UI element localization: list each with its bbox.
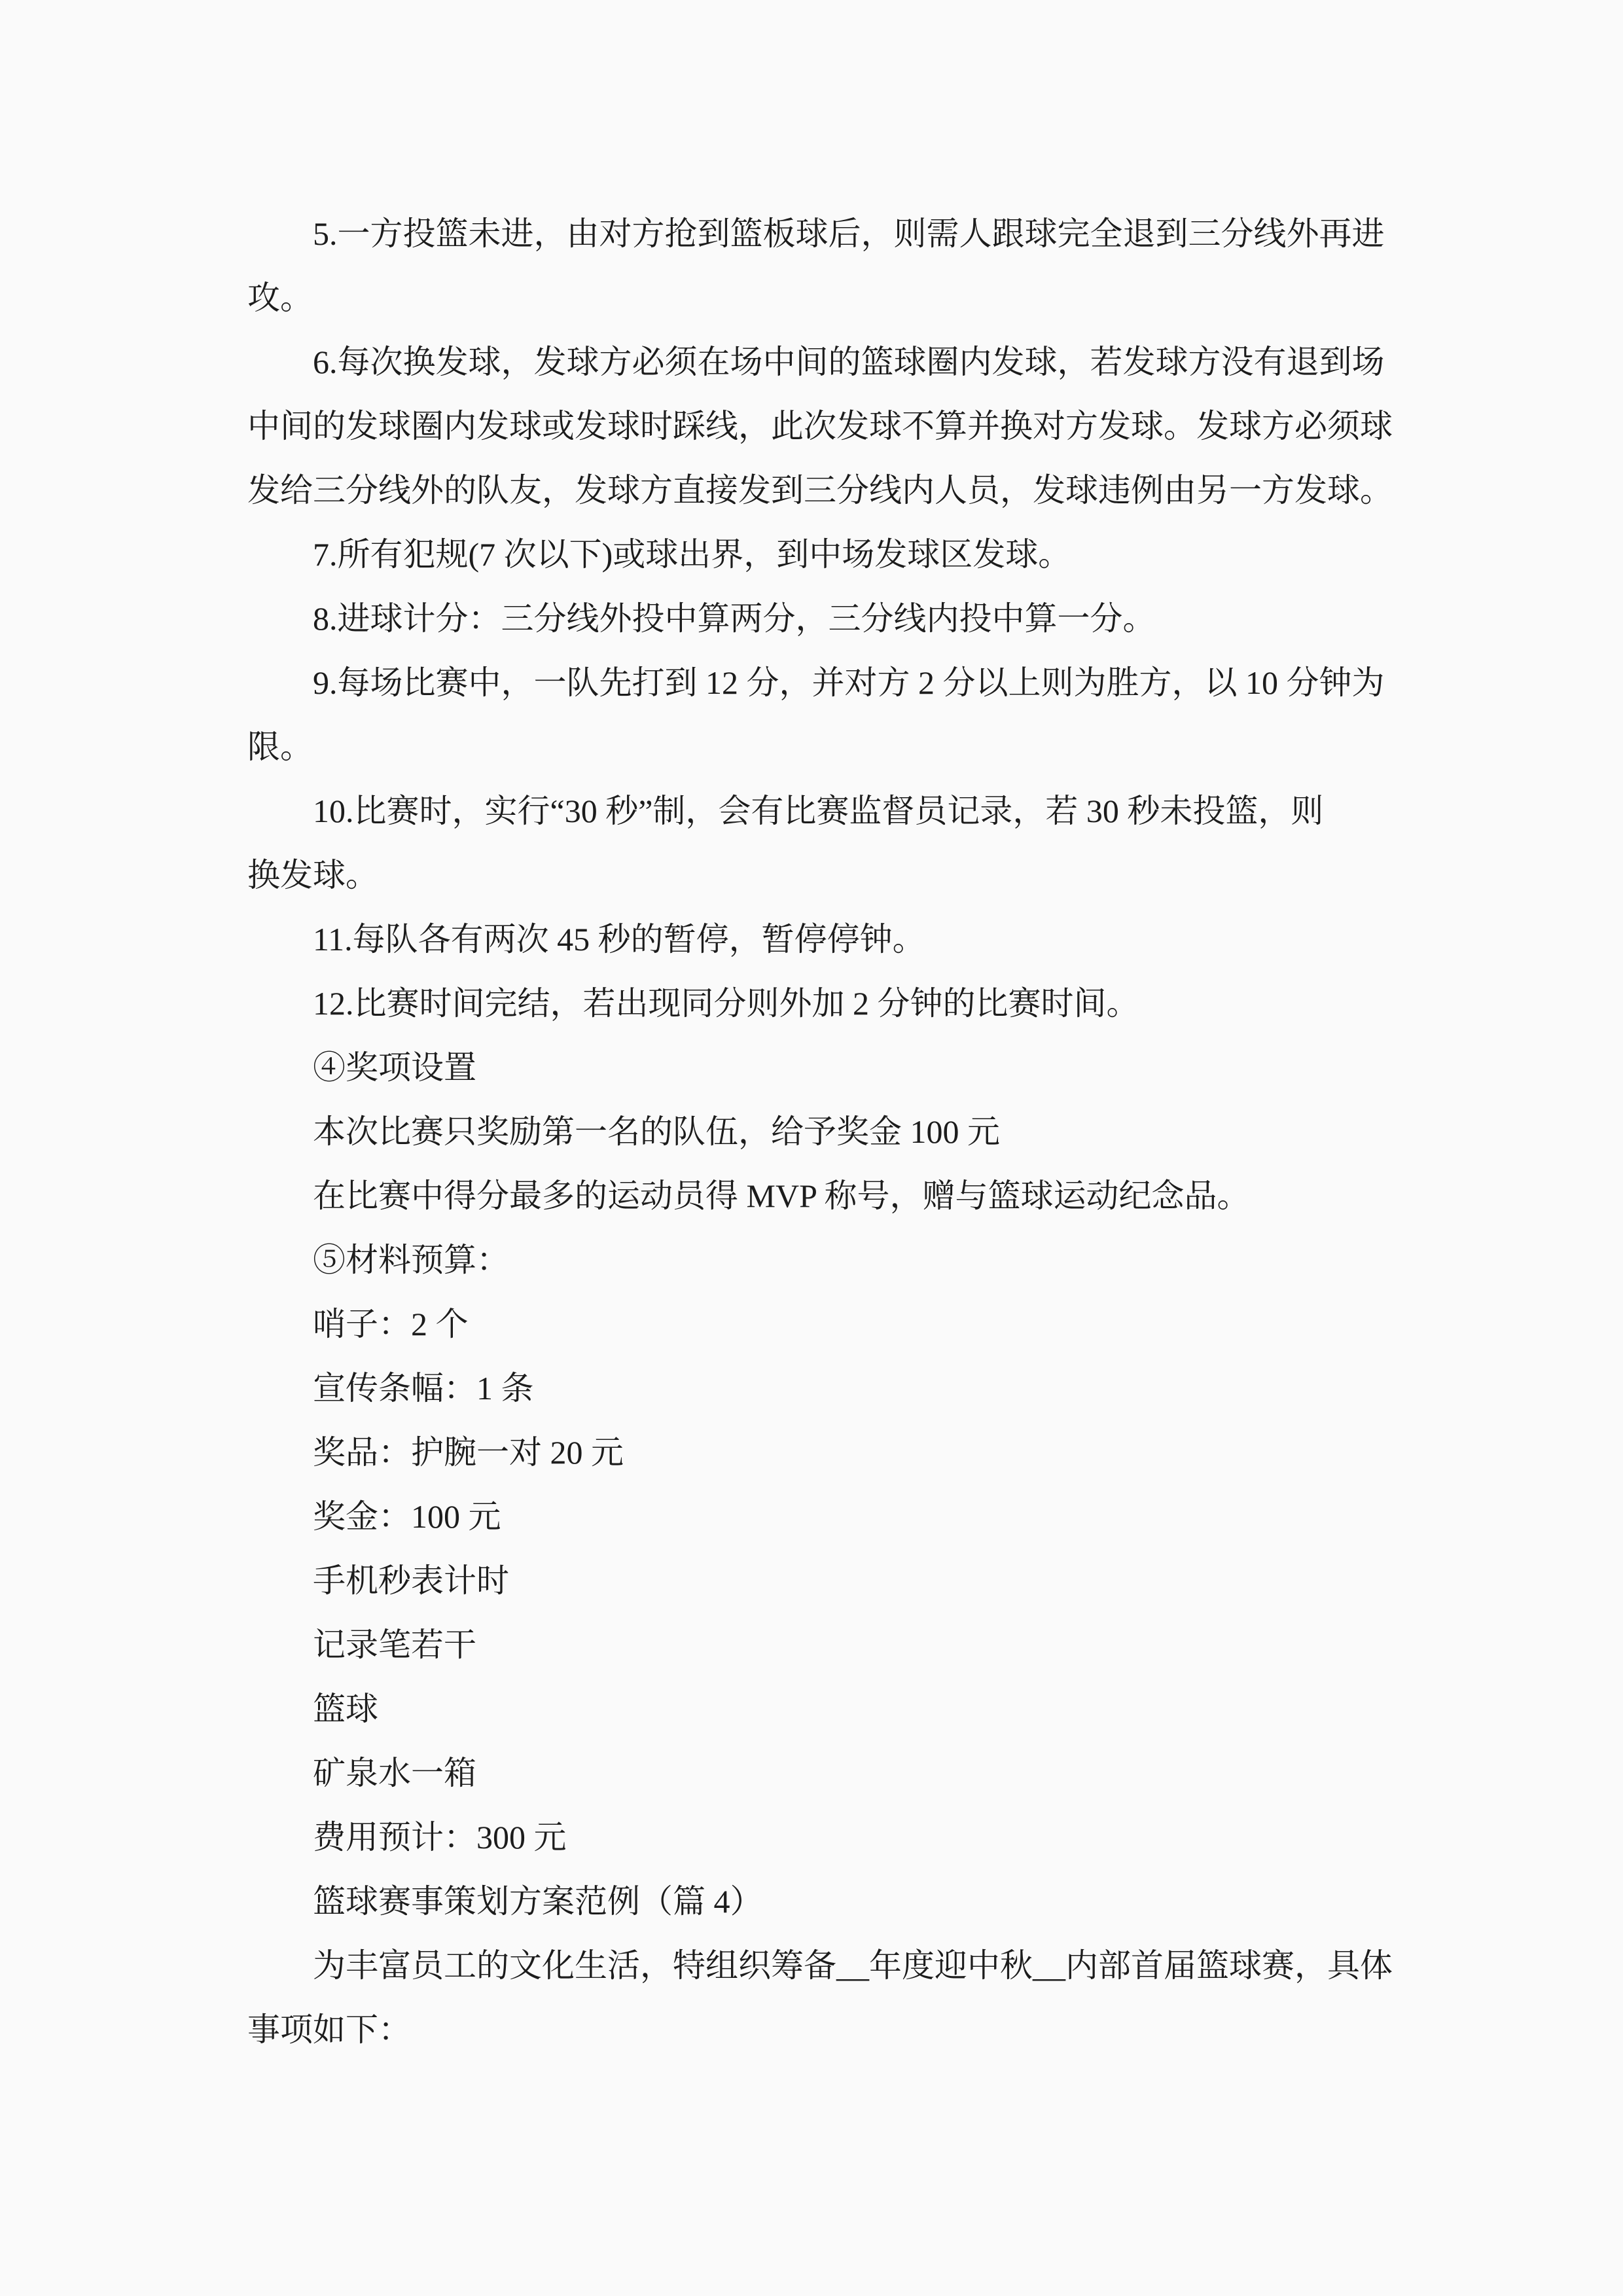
- text-line: 篮球: [313, 1691, 378, 1727]
- text-line: 事项如下：: [247, 2011, 411, 2048]
- document-text-block: [247, 202, 1412, 2062]
- text-line: 篮球赛事策划方案范例（篇 4）: [313, 1883, 763, 1920]
- text-line: 8.进球计分：三分线外投中算两分，三分线内投中算一分。: [313, 600, 1156, 637]
- text-line: 5.一方投篮未进，由对方抢到篮板球后，则需人跟球完全退到三分线外再进: [313, 215, 1385, 252]
- text-line: 哨子：2 个: [313, 1306, 469, 1342]
- text-line: 费用预计：300 元: [313, 1819, 567, 1856]
- text-line: 在比赛中得分最多的运动员得 MVP 称号，赠与篮球运动纪念品。: [313, 1177, 1250, 1214]
- text-line: 9.每场比赛中，一队先打到 12 分，并对方 2 分以上则为胜方，以 10 分钟为: [313, 664, 1385, 701]
- text-line: 宣传条幅：1 条: [313, 1370, 534, 1407]
- text-line: 发给三分线外的队友，发球方直接发到三分线内人员，发球违例由另一方发球。: [247, 472, 1393, 509]
- text-line: ④奖项设置: [313, 1049, 476, 1086]
- text-line: 换发球。: [247, 857, 378, 893]
- text-line: 限。: [247, 728, 313, 765]
- text-line: 奖金：100 元: [313, 1498, 501, 1535]
- text-line: 6.每次换发球，发球方必须在场中间的篮球圈内发球，若发球方没有退到场: [313, 344, 1385, 380]
- text-line: 12.比赛时间完结，若出现同分则外加 2 分钟的比赛时间。: [313, 985, 1139, 1022]
- text-line: 手机秒表计时: [313, 1562, 509, 1599]
- text-line: ⑤材料预算：: [313, 1242, 509, 1278]
- text-line: 攻。: [247, 279, 313, 316]
- text-line: 记录笔若干: [313, 1626, 476, 1663]
- text-line: 中间的发球圈内发球或发球时踩线，此次发球不算并换对方发球。发球方必须球: [247, 408, 1393, 444]
- text-line: 奖品：护腕一对 20 元: [313, 1434, 624, 1471]
- text-line: 本次比赛只奖励第一名的队伍，给予奖金 100 元: [313, 1113, 1000, 1150]
- text-line: 为丰富员工的文化生活，特组织筹备__年度迎中秋__内部首届篮球赛，具体: [313, 1947, 1393, 1984]
- text-line: 矿泉水一箱: [313, 1755, 476, 1791]
- text-line: 11.每队各有两次 45 秒的暂停，暂停停钟。: [313, 921, 925, 958]
- text-line: 10.比赛时，实行“30 秒”制，会有比赛监督员记录，若 30 秒未投篮，则: [313, 793, 1324, 829]
- text-line: 7.所有犯规(7 次以下)或球出界，到中场发球区发球。: [313, 536, 1071, 573]
